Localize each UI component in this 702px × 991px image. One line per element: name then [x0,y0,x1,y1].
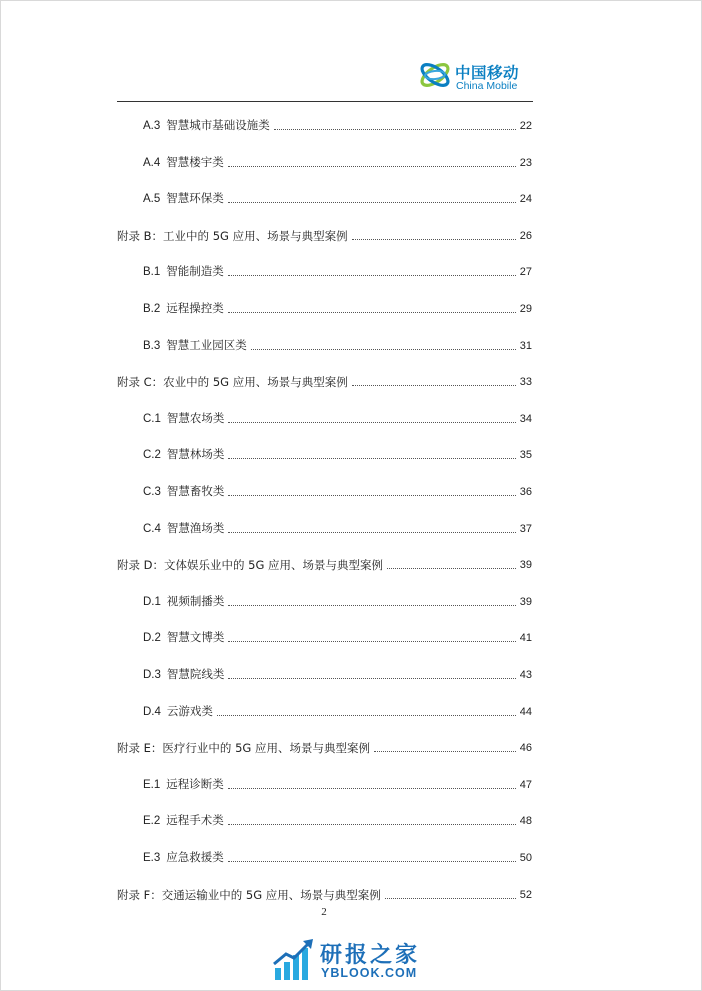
toc-entry-code: E.1 [143,778,161,791]
toc-dot-leader [352,384,516,386]
toc-entry-label [143,155,228,170]
toc-entry-code: C.2 [143,449,161,462]
toc-dot-leader [228,274,516,276]
toc-entry-title: 远程操控类 [166,301,224,315]
toc-dot-leader [228,604,515,606]
toc-dot-leader [217,714,516,716]
toc-entry-label [117,229,352,243]
toc-entry-page: 31 [519,339,532,352]
toc-entry-page: 39 [519,595,532,608]
toc-dot-leader [228,201,516,203]
toc-entry-section[interactable] [0,115,532,133]
toc-entry-section[interactable] [0,518,532,536]
toc-entry-page: 46 [519,742,532,755]
toc-entry-section[interactable] [0,664,532,682]
toc-entry-section[interactable] [0,298,532,316]
page-number: 2 [321,906,327,918]
toc-entry-page: 50 [519,852,532,864]
toc-entry-title: 附录 C：农业中的 5G 应用、场景与典型案例 [117,375,348,390]
toc-entry-section[interactable] [0,408,532,426]
toc-entry-label [143,813,228,828]
toc-entry-page: 26 [519,229,532,242]
toc-entry-appendix[interactable] [0,884,532,902]
toc-entry-page: 48 [519,815,532,828]
toc-entry-section[interactable] [0,847,532,865]
toc-entry-label [143,301,228,316]
toc-entry-title: 智能制造类 [166,264,224,279]
toc-entry-section[interactable] [0,188,532,206]
toc-dot-leader [228,165,516,167]
toc-entry-appendix[interactable] [0,554,532,572]
toc-entry-code: A.4 [143,156,161,169]
toc-entry-title: 附录 F：交通运输业中的 5G 应用、场景与典型案例 [117,887,381,902]
toc-entry-page: 37 [519,522,532,535]
toc-entry-title: 智慧渔场类 [166,520,225,535]
toc-entry-section[interactable] [0,335,532,353]
toc-entry-label [143,484,228,499]
toc-entry-label [143,338,251,353]
toc-dot-leader [228,677,515,679]
toc-entry-page: 36 [519,486,532,498]
toc-entry-title: 远程诊断类 [166,776,224,791]
toc-entry-section[interactable] [0,444,532,462]
toc-entry-code: D.1 [143,595,161,608]
toc-dot-leader [374,750,516,752]
yblook-watermark [272,938,442,984]
toc-entry-title: 智慧院线类 [166,667,225,681]
toc-entry-code: A.3 [143,120,161,132]
toc-entry-page: 24 [519,193,532,206]
toc-entry-page: 39 [519,559,532,572]
toc-entry-page: 52 [519,888,532,901]
bar-chart-arrow-icon [272,938,316,982]
toc-entry-code: D.2 [143,632,161,645]
toc-entry-page: 34 [519,412,532,425]
toc-dot-leader [228,860,516,862]
china-mobile-logo [417,58,529,94]
toc-entry-label [143,521,228,536]
toc-dot-leader [385,897,516,899]
toc-entry-appendix[interactable] [0,737,532,755]
toc-dot-leader [228,823,516,825]
toc-dot-leader [228,311,516,313]
logo-text-cn: 中国移动 [455,64,520,82]
watermark-text-cn: 研报之家 [320,943,421,968]
toc-entry-appendix[interactable] [0,371,532,389]
toc-dot-leader [274,128,516,130]
toc-dot-leader [251,348,516,350]
toc-entry-code: B.3 [143,339,161,352]
toc-dot-leader [228,494,515,496]
toc-entry-page: 29 [519,303,532,315]
toc-entry-section[interactable] [0,774,532,792]
toc-entry-page: 41 [519,632,532,645]
toc-entry-section[interactable] [0,810,532,828]
toc-entry-title: 附录 D：文体娱乐业中的 5G 应用、场景与典型案例 [117,558,384,573]
toc-entry-label [143,704,217,719]
toc-entry-label [117,558,387,572]
toc-entry-label [143,667,228,682]
toc-entry-code: A.5 [143,193,161,206]
toc-entry-page: 44 [519,705,532,718]
toc-entry-title: 远程手术类 [166,813,224,828]
toc-entry-title: 应急救援类 [166,850,224,864]
toc-dot-leader [228,531,515,533]
toc-dot-leader [352,238,516,240]
toc-entry-title: 智慧城市基础设施类 [166,118,270,132]
toc-entry-title: 云游戏类 [166,703,213,718]
toc-entry-section[interactable] [0,261,532,279]
toc-entry-label [143,191,228,206]
toc-entry-section[interactable] [0,627,532,645]
toc-entry-label [143,264,228,279]
toc-entry-label [143,411,228,426]
toc-entry-section[interactable] [0,591,532,609]
toc-entry-code: B.2 [143,303,161,315]
toc-entry-section[interactable] [0,481,532,499]
toc-entry-section[interactable] [0,701,532,719]
toc-entry-label [143,594,228,609]
toc-entry-label [143,447,228,462]
toc-entry-code: D.3 [143,669,161,681]
toc-entry-code: C.1 [143,412,161,425]
toc-entry-label [143,777,228,792]
toc-dot-leader [228,640,515,642]
toc-entry-title: 智慧楼宇类 [166,154,224,169]
toc-entry-code: C.3 [143,486,161,498]
toc-entry-title: 附录 E：医疗行业中的 5G 应用、场景与典型案例 [117,741,370,756]
toc-entry-section[interactable] [0,152,532,170]
toc-entry-page: 22 [519,120,532,132]
header-divider [117,101,533,102]
toc-entry-code: D.4 [143,705,161,718]
toc-entry-code: B.1 [143,266,161,279]
toc-dot-leader [228,787,516,789]
toc-entry-title: 附录 B：工业中的 5G 应用、场景与典型案例 [117,228,348,243]
toc-entry-label [143,850,228,865]
toc-entry-title: 智慧环保类 [166,191,224,206]
toc-entry-page: 27 [519,266,532,279]
toc-entry-label [117,741,374,755]
toc-entry-page: 47 [519,778,532,791]
logo-text-en: China Mobile [456,80,518,92]
toc-entry-label [143,118,274,133]
toc-entry-code: E.3 [143,852,161,864]
toc-dot-leader [228,457,515,459]
toc-dot-leader [387,567,516,569]
toc-entry-title: 智慧农场类 [166,410,225,425]
toc-entry-title: 智慧工业园区类 [166,337,247,352]
china-mobile-emblem-icon [417,58,453,92]
toc-entry-title: 智慧林场类 [166,447,225,462]
toc-entry-page: 35 [519,449,532,462]
toc-entry-title: 智慧文博类 [166,630,225,645]
toc-entry-label [117,375,352,389]
toc-dot-leader [228,421,515,423]
watermark-text-en: YBLOOK.COM [321,966,418,980]
toc-entry-appendix[interactable] [0,225,532,243]
toc-entry-page: 43 [519,669,532,681]
toc-entry-label [143,630,228,645]
toc-entry-title: 智慧畜牧类 [166,484,225,498]
toc-entry-label [117,888,385,902]
toc-entry-page: 33 [519,376,532,389]
toc-entry-code: E.2 [143,815,161,828]
toc-entry-title: 视频制播类 [166,593,225,608]
toc-entry-page: 23 [519,156,532,169]
toc-entry-code: C.4 [143,522,161,535]
